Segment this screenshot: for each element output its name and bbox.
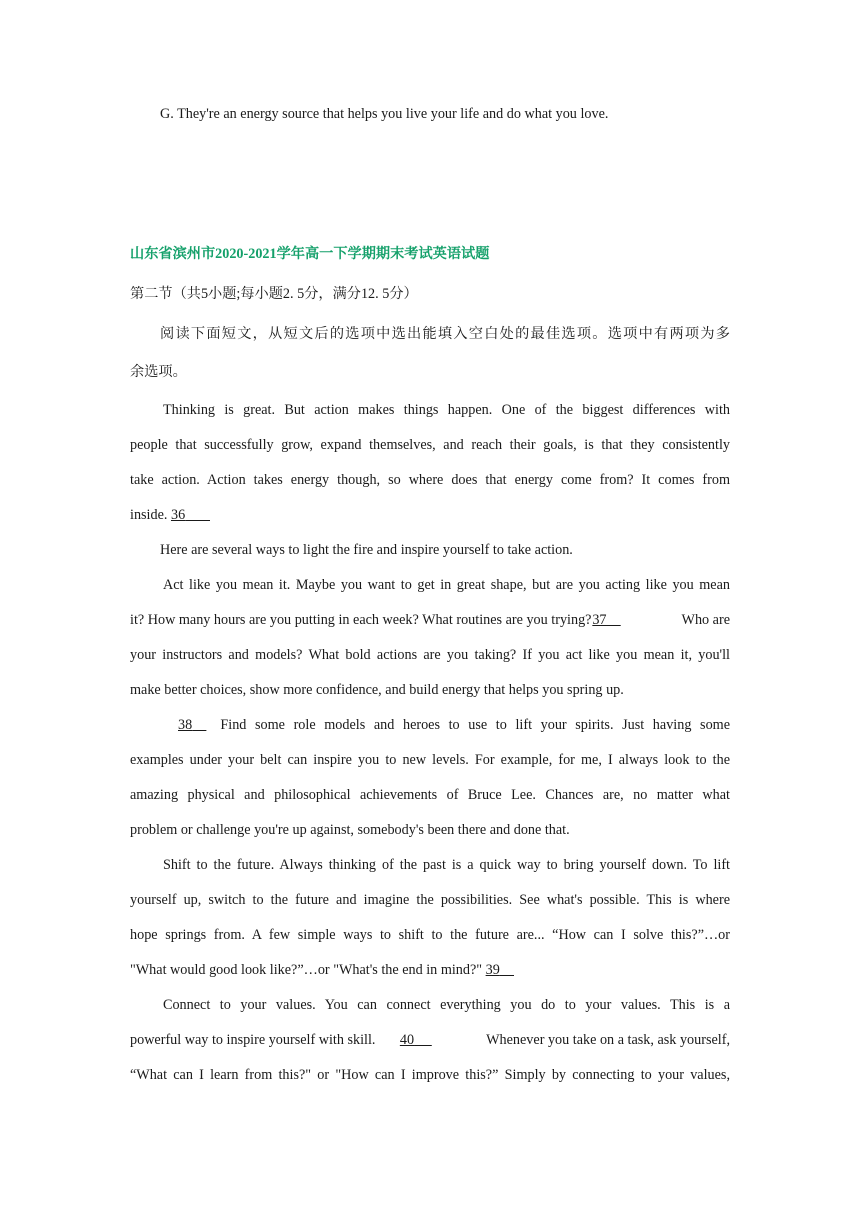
p1-line-1: Thinking is great. But action makes things happen. One of the biggest differences with <box>163 402 730 418</box>
p4-line-1-text: Find some role models and heroes to use to lift your spirits. Just having some <box>220 717 730 733</box>
p6-line-2-tail: Whenever you take on a task, ask yourself, <box>486 1032 730 1048</box>
blank-36[interactable]: 36 <box>170 507 186 523</box>
p5-line-3: hope springs from. A few simple ways to shift to the future are... “How can I solve this?”…or <box>130 927 730 943</box>
p4-line-3: amazing physical and philosophical achievements of Bruce Lee. Chances are, no matter what <box>130 787 730 803</box>
p5-line-2: yourself up, switch to the future and imagine the possibilities. See what's possible. This is where <box>130 892 730 908</box>
p3-line-2-text: it? How many hours are you putting in each week? What routines are you trying? <box>130 612 592 628</box>
option-g: G. They're an energy source that helps you live your life and do what you love. <box>160 106 609 122</box>
p1-line-4-text: inside. <box>130 507 168 523</box>
p3-line-2-tail: Who are <box>681 612 730 628</box>
p6-line-1: Connect to your values. You can connect everything you do to your values. This is a <box>163 997 730 1013</box>
p1-line-2: people that successfully grow, expand themselves, and reach their goals, is that they consistently <box>130 437 730 453</box>
p3-line-3: your instructors and models? What bold actions are you taking? If you act like you mean it, you'll <box>130 647 730 663</box>
p3-line-4: make better choices, show more confidence, and build energy that helps you spring up. <box>130 682 624 698</box>
section-header: 第二节（共5小题;每小题2. 5分，满分12. 5分） <box>130 286 418 302</box>
p3-line-1: Act like you mean it. Maybe you want to get in great shape, but are you acting like you mean <box>163 577 730 593</box>
p5-line-4 <box>130 960 730 980</box>
blank-38[interactable]: 38 <box>178 717 193 733</box>
p4-line-2: examples under your belt can inspire you to new levels. For example, for me, I always look to the <box>130 752 730 768</box>
p4-line-4: problem or challenge you're up against, somebody's been there and done that. <box>130 822 570 838</box>
p1-line-4 <box>130 505 730 525</box>
p6-line-2-text: powerful way to inspire yourself with skill. <box>130 1032 376 1048</box>
p5-line-1: Shift to the future. Always thinking of the past is a quick way to bring yourself down. To lift <box>163 857 730 873</box>
exam-title: 山东省滨州市2020-2021学年高一下学期期末考试英语试题 <box>130 246 490 262</box>
blank-37[interactable]: 37 <box>592 612 607 628</box>
instructions-line-2: 余选项。 <box>130 364 187 380</box>
p1-line-3: take action. Action takes energy though, so where does that energy come from? It comes from <box>130 472 730 488</box>
p2-line-1: Here are several ways to light the fire and inspire yourself to take action. <box>160 542 573 558</box>
p4-line-1 <box>178 715 730 735</box>
p6-line-2 <box>130 1030 730 1050</box>
blank-40[interactable]: 40 <box>399 1032 415 1048</box>
p5-line-4-text: "What would good look like?”…or "What's the end in mind?" <box>130 962 483 978</box>
p3-line-2 <box>130 610 730 630</box>
p6-line-3: “What can I learn from this?" or "How can I improve this?” Simply by connecting to your values, <box>130 1067 730 1083</box>
instructions-line-1: 阅读下面短文，从短文后的选项中选出能填入空白处的最佳选项。选项中有两项为多 <box>160 326 730 342</box>
blank-39[interactable]: 39 <box>485 962 500 978</box>
